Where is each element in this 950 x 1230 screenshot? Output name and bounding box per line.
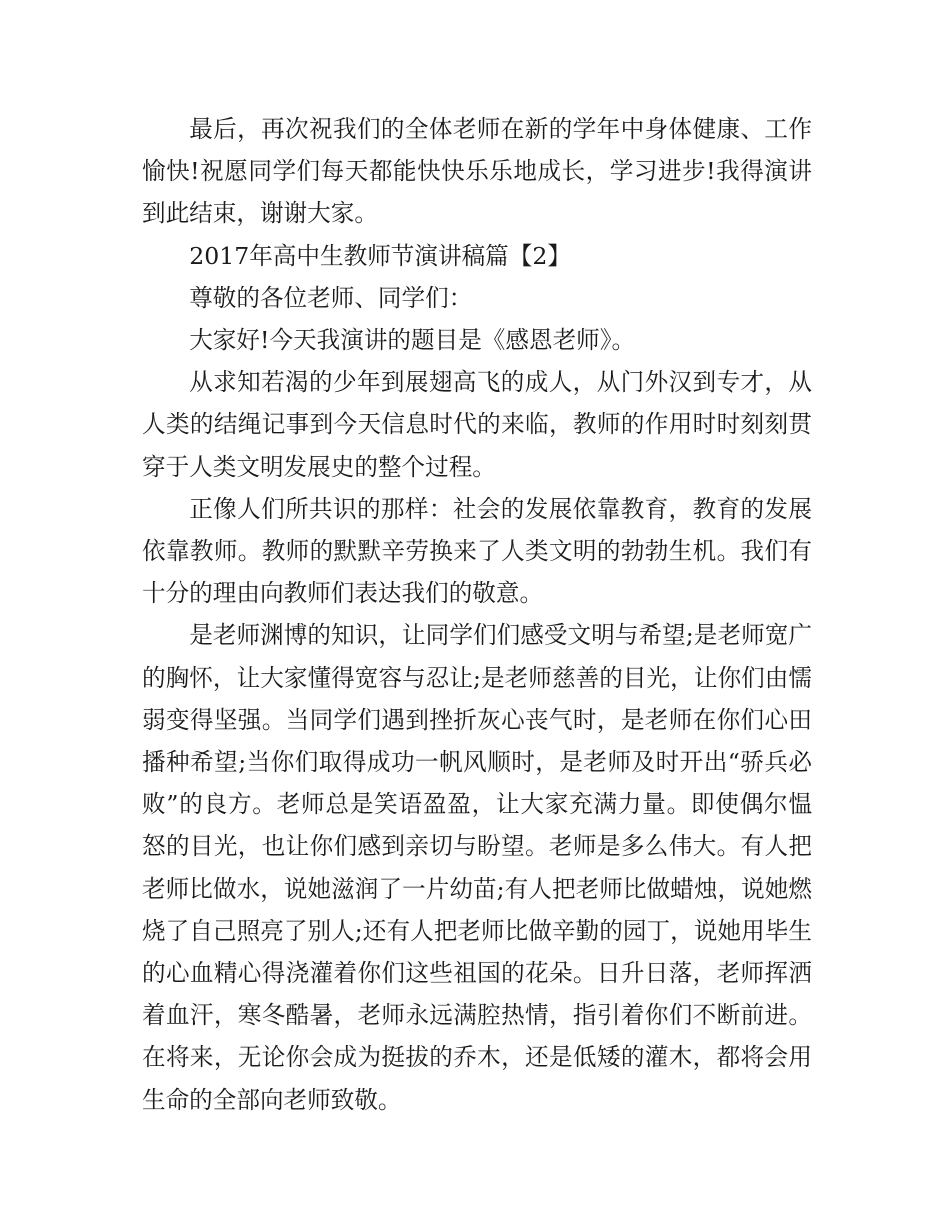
salutation: 尊敬的各位老师、同学们： xyxy=(189,283,473,312)
paragraph-education-consensus: 正像人们所共识的那样：社会的发展依靠教育，教育的发展依靠教师。教师的默默辛劳换来了人类文明的勃勃生机。我们有十分的理由向教师们表达我们的敬意。 xyxy=(142,494,812,608)
paragraph-teacher-praise: 是老师渊博的知识，让同学们们感受文明与希望;是老师宽广的胸怀，让大家懂得宽容与忍让;是老师慈善的目光，让你们由懦弱变得坚强。当同学们遇到挫折灰心丧气时，是老师在你们心田播种希望;当你们取得成功一帆风顺时，是老师及时开出“骄兵必败”的良方。老师总是笑语盈盈，让大家充满力量。即使偶尔愠怒的目光，也让你们感到亲切与盼望。老师是多么伟大。有人把老师比做水，说她滋润了一片幼苗;有人把老师比做蜡烛，说她燃烧了自己照亮了别人;还有人把老师比做辛勤的园丁，说她用毕生的心血精心得浇灌着你们这些祖国的花朵。日升日落，老师挥洒着血汗，寒冬酷暑，老师永远满腔热情，指引着你们不断前进。在将来，无论你会成为挺拔的乔木，还是低矮的灌木，都将会用生命的全部向老师致敬。 xyxy=(142,621,812,1114)
paragraph-greeting: 大家好!今天我演讲的题目是《感恩老师》。 xyxy=(189,326,636,355)
paragraph-closing-wishes: 最后，再次祝我们的全体老师在新的学年中身体健康、工作愉快!祝愿同学们每天都能快快乐乐地成长，学习进步!我得演讲到此结束，谢谢大家。 xyxy=(142,115,812,228)
document-body xyxy=(142,108,812,1121)
section-heading: 2017年高中生教师节演讲稿篇【2】 xyxy=(189,241,571,270)
paragraph-teacher-role: 从求知若渴的少年到展翅高飞的成人，从门外汉到专才，从人类的结绳记事到今天信息时代的来临，教师的作用时时刻刻贯穿于人类文明发展史的整个过程。 xyxy=(142,368,812,481)
